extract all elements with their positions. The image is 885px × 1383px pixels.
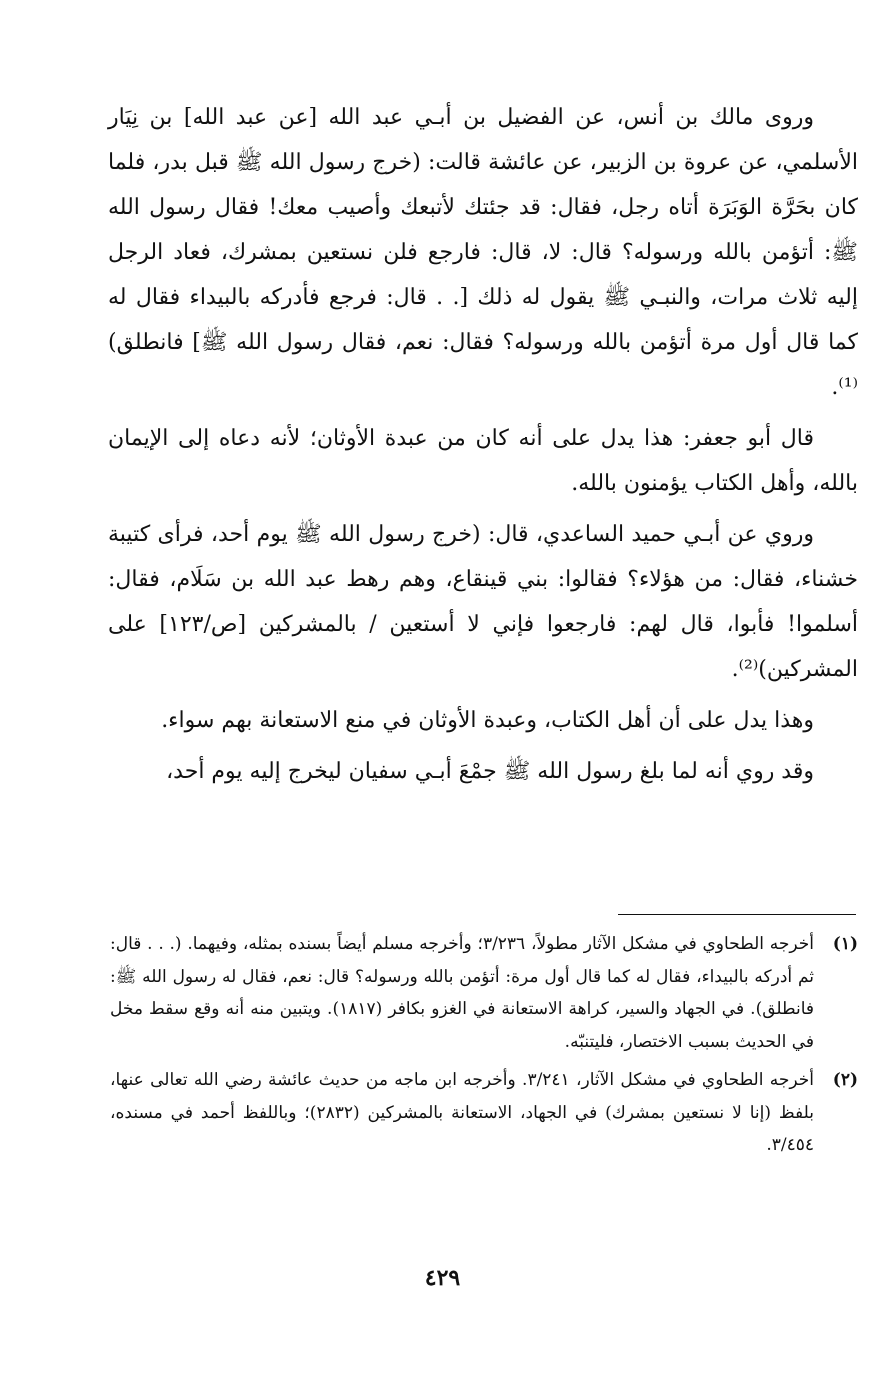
- footnote-text: أخرجه الطحاوي في مشكل الآثار، ٣/٢٤١. وأخرجه ابن ماجه من حديث عائشة رضي الله تعالى عنها، بلفظ (إنا لا نستعين بمشرك) في الجهاد، الاستعانة بالمشركين (٢٨٣٢)؛ وباللفظ أحمد في مسنده، ٣/٤٥٤.: [110, 1070, 814, 1155]
- footnote-number: (١): [832, 934, 858, 954]
- paragraph: قال أبو جعفر: هذا يدل على أنه كان من عبدة الأوثان؛ لأنه دعاه إلى الإيمان بالله، وأهل الكتاب يؤمنون بالله.: [108, 426, 858, 496]
- footnote-number: (٢): [832, 1070, 858, 1090]
- footnote-separator: [618, 914, 856, 915]
- footnote-text: أخرجه الطحاوي في مشكل الآثار مطولاً، ٣/٢٣٦؛ وأخرجه مسلم أيضاً بسنده بمثله، وفيهما. (. . . قال: ثم أدركه بالبيداء، فقال له كما قال أول مرة: أتؤمن بالله ورسوله؟ قال: نعم، فقال له رسول الله ﷺ: فانطلق). في الجهاد والسير، كراهة الاستعانة في الغزو بكافر (١٨١٧). ويتبين منه أنه وقع سقط مخل في الحديث بسبب الاختصار، فليتنبّه.: [110, 934, 815, 1052]
- footnote: [110, 1064, 858, 1162]
- paragraph: وروى مالك بن أنس، عن الفضيل بن أبـي عبد الله [عن عبد الله] بن نِيَار الأسلمي، عن عروة بن الزبير، عن عائشة قالت: (خرج رسول الله ﷺ قبل بدر، فلما كان بحَرَّة الوَبَرَة أتاه رجل، فقال: قد جئتك لأتبعك وأصيب معك! فقال رسول الله ﷺ: أتؤمن بالله ورسوله؟ قال: لا، قال: فارجع فلن نستعين بمشرك، فعاد الرجل إليه ثلاث مرات، والنبـي ﷺ يقول له ذلك [. . قال: فرجع فأدركه بالبيداء فقال له كما قال أول مرة أتؤمن بالله ورسوله؟ فقال: نعم، فقال رسول الله ﷺ] فانطلق)⁽¹⁾.: [108, 105, 858, 400]
- footnotes: [110, 928, 858, 1162]
- footnote: [110, 928, 858, 1058]
- paragraph: وقد روي أنه لما بلغ رسول الله ﷺ جمْعَ أبـي سفيان ليخرج إليه يوم أحد،: [166, 759, 814, 784]
- main-text: [108, 95, 858, 794]
- paragraph: وهذا يدل على أن أهل الكتاب، وعبدة الأوثان في منع الاستعانة بهم سواء.: [161, 708, 814, 733]
- paragraph: وروي عن أبـي حميد الساعدي، قال: (خرج رسول الله ﷺ يوم أحد، فرأى كتيبة خشناء، فقال: من هؤلاء؟ فقالوا: بني قينقاع، وهم رهط عبد الله بن سَلَام، فقال: أسلموا! فأبوا، قال لهم: فارجعوا فإني لا أستعين / بالمشركين [ص/١٢٣] على المشركين)⁽²⁾.: [108, 522, 858, 682]
- page-number: ٤٢٩: [424, 1265, 461, 1291]
